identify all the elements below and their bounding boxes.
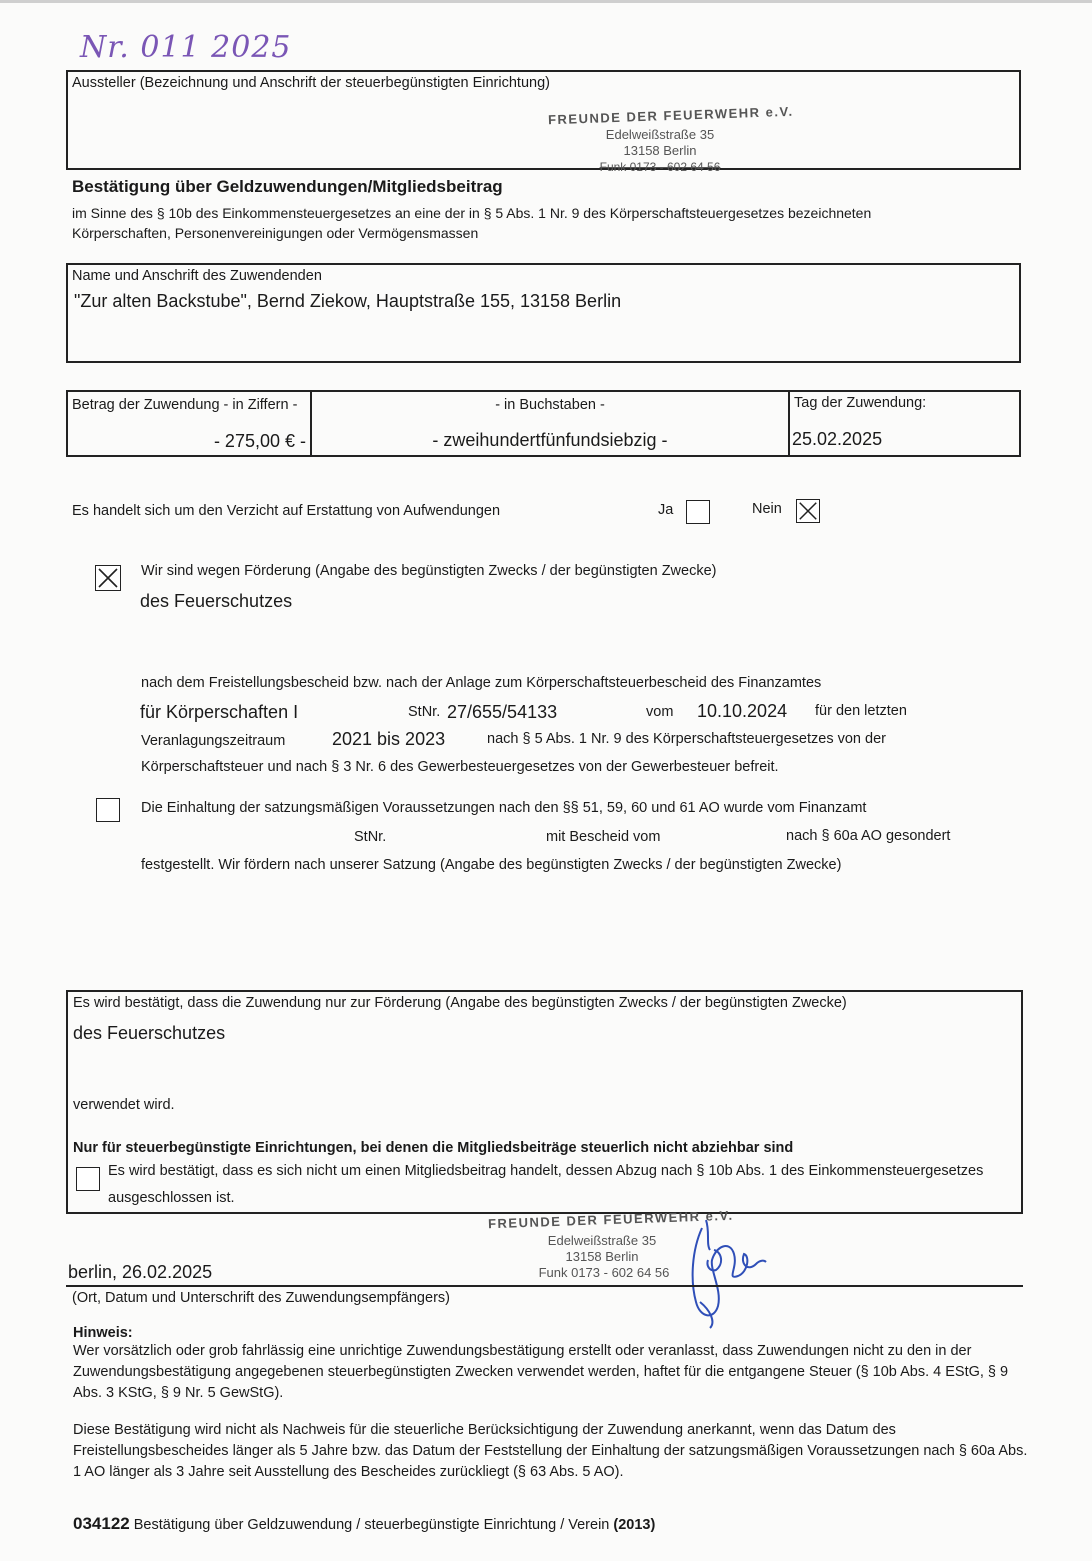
vom-value[interactable]: 10.10.2024 xyxy=(697,701,788,721)
waiver-question: Es handelt sich um den Verzicht auf Erstattung von Aufwendungen xyxy=(72,503,501,519)
member-heading: Nur für steuerbegünstigte Einrichtungen, bei denen die Mitgliedsbeiträge steuerlich nicht abziehbar sind xyxy=(73,1140,794,1156)
footer-year: (2013) xyxy=(613,1517,656,1533)
notice-heading: Hinweis: xyxy=(73,1325,133,1341)
signature-caption: (Ort, Datum und Unterschrift des Zuwendungsempfängers) xyxy=(72,1290,450,1306)
footer-text: Bestätigung über Geldzuwendung / steuerbegünstigte Einrichtung / Verein xyxy=(133,1517,610,1533)
amount-words-value[interactable]: - zweihundertfünfundsiebzig - xyxy=(432,430,668,450)
checkbox-cross-icon xyxy=(797,500,819,522)
issuer-stamp-phone: Funk 0173 - 602 64 56 xyxy=(599,160,721,174)
compliance-line1: Die Einhaltung der satzungsmäßigen Voraussetzungen nach den §§ 51, 59, 60 und 61 AO wurde vom Finanzamt xyxy=(141,800,867,816)
compliance-line3: festgestellt. Wir fördern nach unserer Satzung (Angabe des begünstigten Zwecks / der begünstigten Zwecke) xyxy=(141,857,842,873)
tax-office-value[interactable]: für Körperschaften I xyxy=(140,702,299,722)
issuer-stamp-street: Edelweißstraße 35 xyxy=(605,127,715,142)
vom-label: vom xyxy=(646,704,674,720)
notice-paragraph-2: Diese Bestätigung wird nicht als Nachweis für die steuerliche Berücksichtigung der Zuwendung anerkannt, wenn das Datum des Freistellungsbescheides länger als 5 Jahre bzw. das Datum der Feststellung der Einhaltung der satzungsmäßigen Voraussetzungen nach § 60a Abs. 1 AO länger als 3 Jahre seit Ausstellung des Bescheides zurückliegt (§ 63 Abs. 5 AO). xyxy=(73,1422,1028,1480)
handwritten-number: Nr. 011 2025 xyxy=(80,30,292,65)
waiver-no-checkbox[interactable] xyxy=(796,499,820,523)
member-checkbox[interactable] xyxy=(76,1167,100,1191)
amount-digits-label: Betrag der Zuwendung - in Ziffern - xyxy=(72,397,298,413)
handwritten-signature xyxy=(640,1210,770,1330)
amount-box xyxy=(66,390,1021,457)
confirmation-box xyxy=(66,990,1023,1214)
compliance-checkbox[interactable] xyxy=(96,798,120,822)
stnr-label: StNr. xyxy=(408,704,441,720)
confirmation-label: Es wird bestätigt, dass die Zuwendung nur zur Förderung (Angabe des begünstigten Zwecks / der begünstigten Zwecke) xyxy=(73,995,847,1011)
confirmation-used: verwendet wird. xyxy=(73,1097,175,1113)
donor-box xyxy=(66,263,1021,363)
footer-code: 034122 xyxy=(73,1514,130,1533)
exemption-line-last: Körperschaftsteuer und nach § 3 Nr. 6 des Gewerbesteuergesetzes von der Gewerbesteuer befreit. xyxy=(141,759,779,775)
letzten-label: für den letzten xyxy=(815,703,907,719)
signature-stamp-city: 13158 Berlin xyxy=(565,1249,639,1264)
exemption-line1: nach dem Freistellungsbescheid bzw. nach der Anlage zum Körperschaftsteuerbescheid des Finanzamtes xyxy=(141,675,822,691)
footer xyxy=(73,1514,655,1534)
exemption-label: Wir sind wegen Förderung (Angabe des begünstigten Zwecks / der begünstigten Zwecke) xyxy=(141,563,717,579)
donor-value[interactable]: "Zur alten Backstube", Bernd Ziekow, Hauptstraße 155, 13158 Berlin xyxy=(74,291,622,311)
issuer-label: Aussteller (Bezeichnung und Anschrift der steuerbegünstigten Einrichtung) xyxy=(72,75,550,91)
issuer-box xyxy=(66,70,1021,170)
waiver-yes-checkbox[interactable] xyxy=(686,500,710,524)
period-suffix: nach § 5 Abs. 1 Nr. 9 des Körperschaftsteuergesetzes von der xyxy=(487,731,886,747)
compliance-gesondert-label: nach § 60a AO gesondert xyxy=(786,828,951,844)
amount-divider-2 xyxy=(788,392,790,455)
period-label: Veranlagungszeitraum xyxy=(141,733,286,749)
signature-stamp-phone: Funk 0173 - 602 64 56 xyxy=(538,1265,670,1280)
waiver-yes-label: Ja xyxy=(658,502,674,518)
exemption-checkbox[interactable] xyxy=(95,565,121,591)
donation-date-value[interactable]: 25.02.2025 xyxy=(792,429,883,449)
issuer-stamp-city: 13158 Berlin xyxy=(623,143,697,158)
compliance-stnr-label: StNr. xyxy=(354,829,387,845)
donation-date-label: Tag der Zuwendung: xyxy=(794,395,927,411)
checkbox-cross-icon xyxy=(96,566,120,590)
notice-paragraph-1: Wer vorsätzlich oder grob fahrlässig eine unrichtige Zuwendungsbestätigung erstellt oder veranlasst, dass Zuwendungen nicht zu den in der Zuwendungsbestätigung angegebenen steuerbegünstigten Zwecken verwendet werden, haftet für die entgangene Steuer (§ 10b Abs. 4 EStG, § 9 Abs. 3 KStG, § 9 Nr. 5 GewStG). xyxy=(73,1343,1009,1401)
scan-edge xyxy=(0,0,1092,3)
amount-words-label: - in Buchstaben - xyxy=(495,397,605,413)
intro-text: im Sinne des § 10b des Einkommensteuergesetzes an eine der in § 5 Abs. 1 Nr. 9 des Körperschaftsteuergesetzes bezeichneten Körperschaften, Personenvereinigungen oder Vermögensmassen xyxy=(72,205,872,241)
amount-digits-value[interactable]: - 275,00 € - xyxy=(213,431,306,451)
compliance-bescheid-label: mit Bescheid vom xyxy=(546,829,661,845)
period-value[interactable]: 2021 bis 2023 xyxy=(332,729,446,749)
signature-stamp-name: FREUNDE DER FEUERWEHR e.V. xyxy=(487,1207,734,1232)
signature-line xyxy=(66,1285,1023,1287)
donor-label: Name und Anschrift des Zuwendenden xyxy=(72,268,322,284)
confirmation-purpose[interactable]: des Feuerschutzes xyxy=(73,1023,226,1043)
signature-stamp-street: Edelweißstraße 35 xyxy=(547,1233,657,1248)
page-title: Bestätigung über Geldzuwendungen/Mitgliedsbeitrag xyxy=(72,177,503,196)
member-line2: ausgeschlossen ist. xyxy=(108,1190,235,1206)
waiver-no-label: Nein xyxy=(752,501,782,517)
issuer-stamp-name: FREUNDE DER FEUERWEHR e.V. xyxy=(547,103,794,128)
stnr-value[interactable]: 27/655/54133 xyxy=(447,702,558,722)
member-line1: Es wird bestätigt, dass es sich nicht um einen Mitgliedsbeitrag handelt, dessen Abzug nach § 10b Abs. 1 des Einkommensteuergesetzes xyxy=(108,1163,984,1179)
signature-place-date[interactable]: berlin, 26.02.2025 xyxy=(68,1262,213,1282)
exemption-purpose[interactable]: des Feuerschutzes xyxy=(140,591,293,611)
